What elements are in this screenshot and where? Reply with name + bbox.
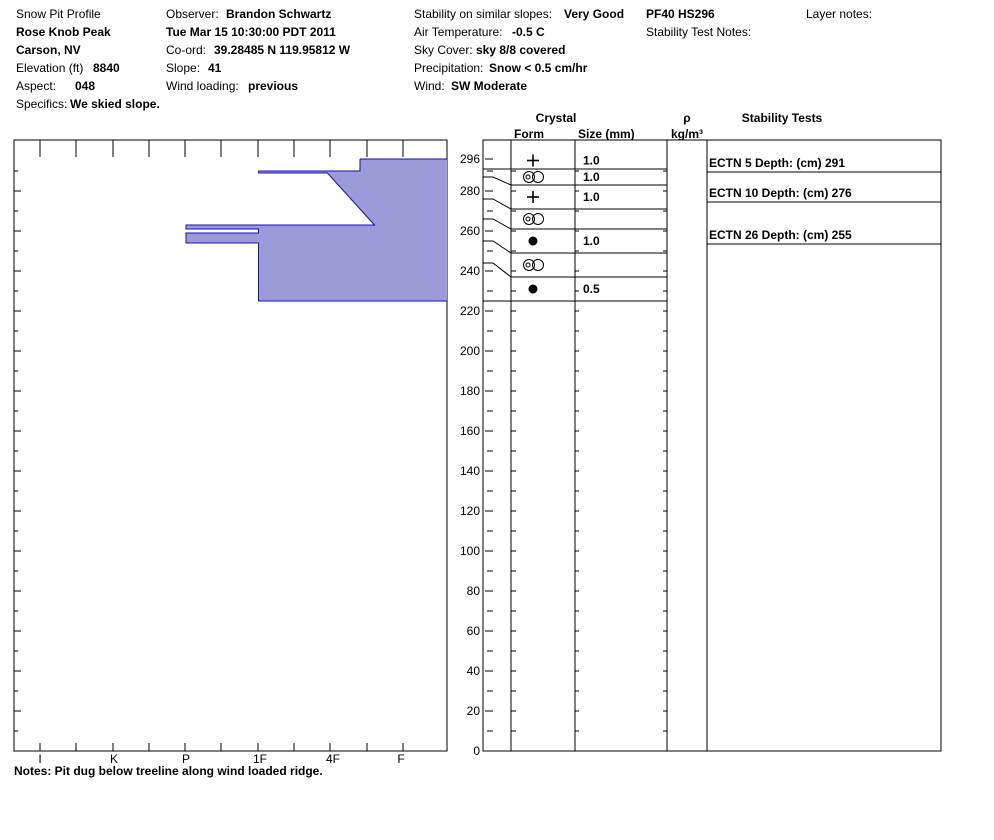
hardness-label-f: F [397,752,405,766]
form-header: Form [514,127,544,141]
layer-notes-label: Layer notes: [806,7,873,21]
stability-rows [707,156,941,244]
elevation-value: 8840 [93,61,120,75]
depth-label-hs: 296 [459,152,480,166]
sky-value: sky 8/8 covered [476,43,566,57]
pf-hs: PF40 HS296 [646,7,715,21]
stability-test-label-2: ECTN 26 Depth: (cm) 255 [709,228,852,242]
crystal-size-6: 0.5 [583,282,600,296]
specifics-value: We skied slope. [70,97,160,111]
hardness-label-i: I [38,752,42,766]
page-title: Snow Pit Profile [16,7,101,21]
coord-value: 39.28485 N 119.95812 W [214,43,351,57]
wind-value: SW Moderate [451,79,528,93]
aspect-value: 048 [75,79,96,93]
wind-loading-value: previous [248,79,299,93]
crystal-header: Crystal [535,111,577,125]
hardness-label-p: P [181,752,191,766]
air-temp-label: Air Temperature: [414,25,503,39]
datetime: Tue Mar 15 10:30:00 PDT 2011 [166,25,336,39]
crystal-faceted-icon-inner-3 [526,217,530,221]
crystal-size-0: 1.0 [583,153,600,168]
depth-label-260: 260 [459,224,480,238]
stability-test-label-0: ECTN 5 Depth: (cm) 291 [709,156,846,170]
stability-value: Very Good [564,7,625,21]
depth-label-180: 180 [459,384,480,398]
observer-value: Brandon Schwartz [226,7,332,21]
air-temp-value: -0.5 C [512,25,545,39]
coord-label: Co-ord: [166,43,207,57]
hardness-label-1f: 1F [252,752,268,766]
depth-label-100: 100 [459,544,480,558]
observer-label: Observer: [166,7,219,21]
size-header: Size (mm) [578,127,635,141]
slope-label: Slope: [166,61,201,75]
stability-test-notes-label: Stability Test Notes: [646,25,752,39]
crystal-faceted-icon-inner-5 [526,263,530,267]
depth-label-80: 80 [466,584,480,598]
stability-test-label-1: ECTN 10 Depth: (cm) 276 [709,186,852,200]
hardness-label-4f: 4F [325,752,341,766]
crystal-round-icon-6 [529,285,538,294]
depth-label-60: 60 [466,624,480,638]
location: Rose Knob Peak [16,25,111,39]
specifics-label: Specifics: [16,97,68,111]
precip-value: Snow < 0.5 cm/hr [489,61,588,75]
wind-label: Wind: [414,79,445,93]
depth-label-0: 0 [473,744,480,758]
wind-loading-label: Wind loading: [166,79,239,93]
hardness-fill [186,159,447,301]
crystal-size-2: 1.0 [583,190,600,204]
elevation-label: Elevation (ft) [16,61,84,75]
depth-label-160: 160 [459,424,480,438]
rho-header: ρ [683,111,691,125]
depth-label-200: 200 [459,344,480,358]
depth-label-280: 280 [459,184,480,198]
crystal-faceted-icon-inner-1 [526,175,530,179]
depth-label-120: 120 [459,504,480,518]
crystal-size-4: 1.0 [583,234,600,248]
notes: Notes: Pit dug below treeline along wind loaded ridge. [14,764,323,778]
stability-tests-header: Stability Tests [741,111,823,125]
depth-label-140: 140 [459,464,480,478]
crystal-size-1: 1.0 [583,170,600,184]
precip-label: Precipitation: [414,61,484,75]
density-unit-header: kg/m³ [670,127,703,141]
depth-label-240: 240 [459,264,480,278]
stability-label: Stability on similar slopes: [414,7,553,21]
depth-label-20: 20 [466,704,480,718]
depth-label-40: 40 [466,664,480,678]
aspect-label: Aspect: [16,79,57,93]
hardness-profile [186,159,447,301]
hardness-label-k: K [109,752,119,766]
slope-value: 41 [208,61,222,75]
region: Carson, NV [16,43,81,57]
crystal-round-icon-4 [529,237,538,246]
sky-label: Sky Cover: [414,43,473,57]
depth-label-220: 220 [459,304,480,318]
